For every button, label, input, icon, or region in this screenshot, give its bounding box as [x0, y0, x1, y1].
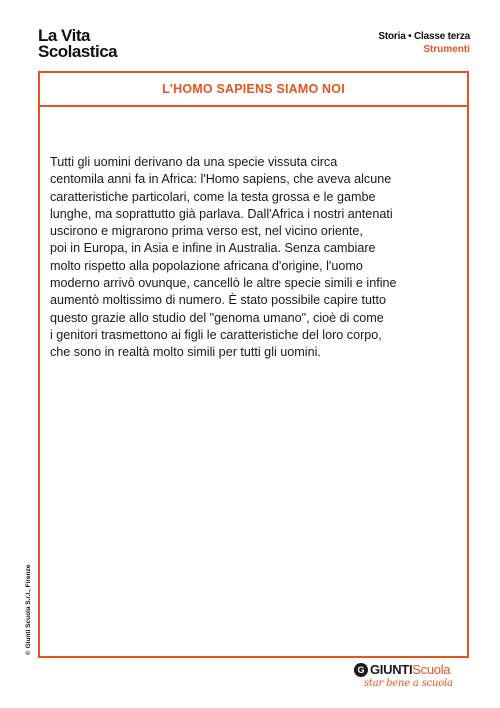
article-body	[50, 154, 460, 362]
body-line: moderno arrivò ovunque, cancellò le altre specie simili e infine	[50, 276, 397, 291]
logo-line-2: Scolastica	[38, 42, 118, 61]
logo-line-1: La Vita	[38, 26, 90, 45]
brand-suffix: Scuola	[412, 662, 451, 677]
content-frame	[38, 71, 469, 658]
body-line: centomila anni fa in Africa: l'Homo sapiens, che aveva alcune	[50, 172, 392, 187]
title-divider	[40, 105, 467, 107]
body-line: i genitori trasmettono ai figli le caratteristiche del loro corpo,	[50, 327, 382, 342]
publisher-wordmark	[354, 663, 470, 677]
article-title: L'HOMO SAPIENS SIAMO NOI	[162, 82, 345, 96]
body-line: molto rispetto alla popolazione africana d'origine, l'uomo	[50, 258, 363, 273]
subject-label: Storia • Classe terza	[378, 31, 470, 42]
giunti-g-icon: G	[354, 663, 368, 677]
body-line: lunghe, ma soprattutto già parlava. Dall'Africa i nostri antenati	[50, 206, 393, 221]
body-line: questo grazie allo studio del "genoma umano", cioè di come	[50, 310, 384, 325]
header-info	[378, 30, 470, 56]
brand-name: GIUNTI	[370, 662, 413, 677]
body-line: uscirono e migrarono prima verso est, nel vicino oriente,	[50, 224, 363, 239]
body-line: aumentò moltissimo di numero. È stato possibile capire tutto	[50, 293, 386, 308]
body-line: che sono in realtà molto simili per tutti gli uomini.	[50, 345, 321, 360]
magazine-logo	[38, 28, 158, 60]
copyright-notice: © Giunti Scuola S.r.l., Firenze	[25, 564, 32, 655]
section-label: Strumenti	[423, 44, 470, 55]
publisher-logo	[354, 663, 470, 689]
publisher-tagline: star bene a scuola	[364, 678, 453, 689]
body-line: Tutti gli uomini derivano da una specie vissuta circa	[50, 155, 338, 169]
body-line: poi in Europa, in Asia e infine in Australia. Senza cambiare	[50, 241, 376, 256]
body-line: caratteristiche particolari, come la testa grossa e le gambe	[50, 189, 376, 204]
